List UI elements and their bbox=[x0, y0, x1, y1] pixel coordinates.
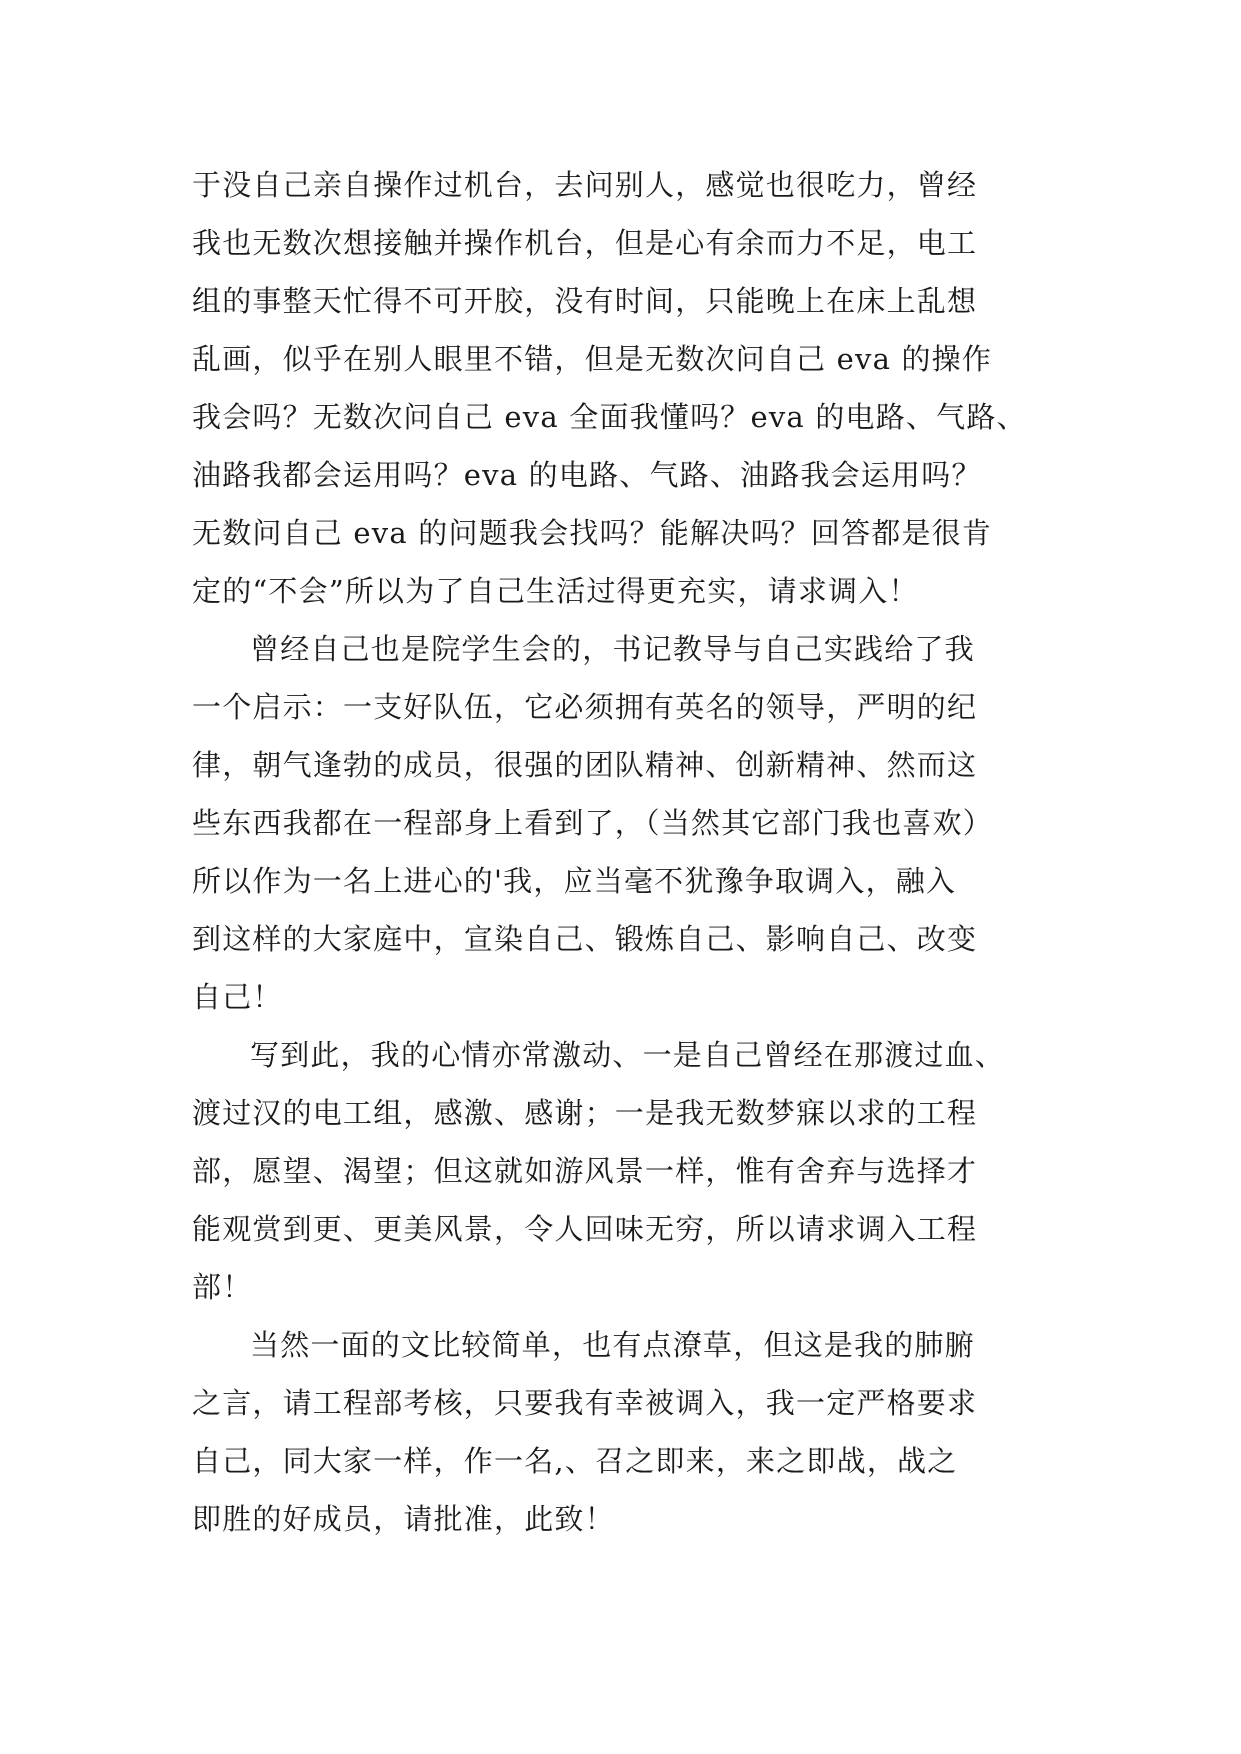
text-line: 即胜的好成员，请批准，此致！ bbox=[192, 1502, 615, 1536]
paragraph-1 bbox=[192, 156, 1054, 620]
text-line: 组的事整天忙得不可开胶，没有时间，只能晚上在床上乱想 bbox=[192, 284, 978, 318]
text-line: 写到此，我的心情亦常激动、一是自己曾经在那渡过血、 bbox=[250, 1038, 1006, 1072]
text-line: 之言，请工程部考核，只要我有幸被调入，我一定严格要求 bbox=[192, 1386, 978, 1420]
text-line: 所以作为一名上进心的'我，应当毫不犹豫争取调入，融入 bbox=[192, 864, 957, 898]
text-line: 一个启示：一支好队伍，它必须拥有英名的领导，严明的纪 bbox=[192, 690, 978, 724]
text-line: 律，朝气逢勃的成员，很强的团队精神、创新精神、然而这 bbox=[192, 748, 978, 782]
text-line: 乱画，似乎在别人眼里不错，但是无数次问自己 eva 的操作 bbox=[192, 342, 993, 376]
text-line: 部！ bbox=[192, 1270, 253, 1304]
paragraph-4 bbox=[192, 1316, 1054, 1548]
paragraph-3 bbox=[192, 1026, 1054, 1316]
text-line: 自己，同大家一样，作一名,、召之即来，来之即战，战之 bbox=[192, 1444, 958, 1478]
text-line: 当然一面的文比较简单，也有点潦草，但这是我的肺腑 bbox=[250, 1328, 975, 1362]
text-line: 于没自己亲自操作过机台，去问别人，感觉也很吃力，曾经 bbox=[192, 168, 978, 202]
text-line: 油路我都会运用吗？eva 的电路、气路、油路我会运用吗？ bbox=[192, 458, 982, 492]
document-body bbox=[192, 156, 1054, 1548]
text-line: 渡过汉的电工组，感激、感谢；一是我无数梦寐以求的工程 bbox=[192, 1096, 978, 1130]
text-line: 无数问自己 eva 的问题我会找吗？能解决吗？回答都是很肯 bbox=[192, 516, 993, 550]
text-line: 我会吗？无数次问自己 eva 全面我懂吗？eva 的电路、气路、 bbox=[192, 400, 1027, 434]
text-line: 定的“不会”所以为了自己生活过得更充实，请求调入！ bbox=[192, 574, 919, 608]
text-line: 些东西我都在一程部身上看到了，（当然其它部门我也喜欢） bbox=[192, 806, 993, 840]
text-line: 曾经自己也是院学生会的，书记教导与自己实践给了我 bbox=[250, 632, 975, 666]
text-line: 自己！ bbox=[192, 980, 283, 1014]
text-line: 能观赏到更、更美风景，令人回味无穷，所以请求调入工程 bbox=[192, 1212, 978, 1246]
text-line: 到这样的大家庭中，宣染自己、锻炼自己、影响自己、改变 bbox=[192, 922, 978, 956]
text-line: 我也无数次想接触并操作机台，但是心有余而力不足，电工 bbox=[192, 226, 978, 260]
text-line: 部，愿望、渴望；但这就如游风景一样，惟有舍弃与选择才 bbox=[192, 1154, 978, 1188]
paragraph-2 bbox=[192, 620, 1054, 1026]
